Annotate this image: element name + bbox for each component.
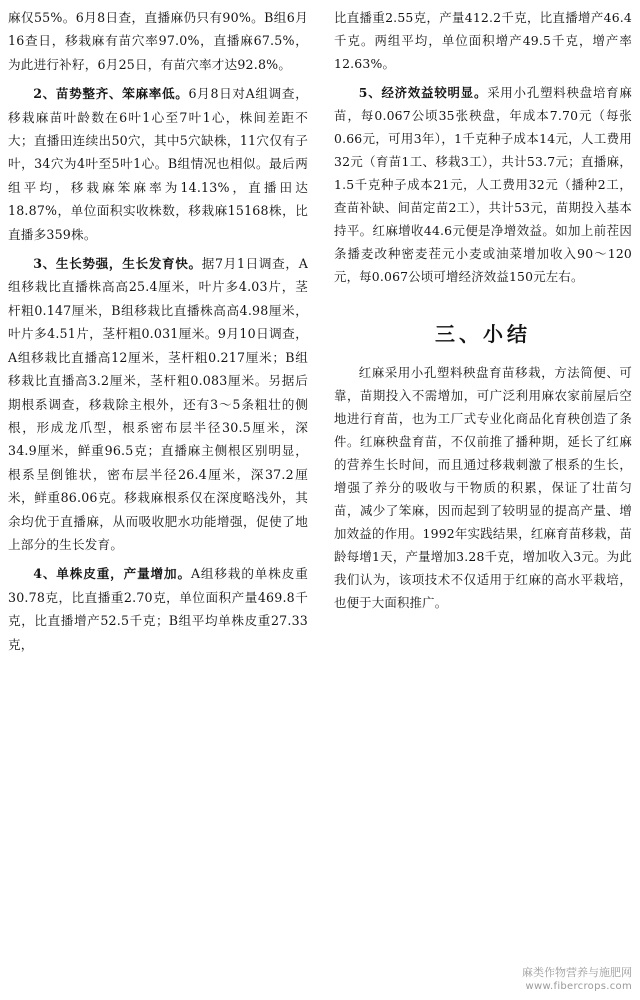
paragraph-growth-vigor xyxy=(8,252,308,556)
paragraph-seedling-rate: 麻仅55%。6月8日查，直播麻仍只有90%。B组6月16查日，移栽麻有苗穴率97.0%，直播麻67.5%，为此进行补籽，6月25日，有苗穴率才达92.8%。 xyxy=(8,10,308,72)
section-title-summary: 三、小结 xyxy=(435,322,531,346)
body-uniform-seedlings: 6月8日对A组调查，移栽麻苗叶龄数在6叶1心至7叶1心，株间差距不大；直播田连续出50穴，其中5穴缺株，11穴仅有子叶，34穴为4叶至5叶1心。B组情况也相似。最后两组平均，移栽麻笨麻率为14.13%，直播田达18.87%，单位面积实收株数，移栽麻15168株，比直播多359株。 xyxy=(8,86,308,242)
body-yield-increase: A组移栽的单株皮重30.78克，比直播重2.70克，单位面积产量469.8千克，比直播增产52.5千克；B组平均单株皮重27.33克， xyxy=(8,566,308,652)
paragraph-yield-continued: 比直播重2.55克，产量412.2千克，比直播增产46.4千克。两组平均，单位面积增产49.5千克，增产率12.63%。 xyxy=(334,10,632,71)
watermark-url: www.fibercrops.com xyxy=(525,981,632,992)
body-economic-benefit: 采用小孔塑料秧盘培育麻苗，每0.067公顷35张秧盘，年成本7.70元（每张0.66元，可用3年），1千克种子成本14元，人工费用32元（育苗1工、移栽3工），共计53.7元；直播麻，1.5千克种子成本21元，人工费用32元（播种2工，查苗补缺、间苗定苗2工），共计53元，苗期投入基本持平。红麻增收44.6元便是净增效益。如加上前茬因条播麦改种密麦茬元小麦或油菜增加收入90～120元，每0.067公顷可增经济效益150元左右。 xyxy=(334,85,632,284)
heading-growth-vigor: 3、生长势强，生长发育快。 xyxy=(33,256,202,272)
heading-yield-increase: 4、单株皮重，产量增加。 xyxy=(33,566,191,582)
paragraph-uniform-seedlings xyxy=(8,82,308,246)
heading-economic-benefit: 5、经济效益较明显。 xyxy=(358,85,488,100)
paragraph-yield-increase xyxy=(8,562,308,656)
heading-uniform-seedlings: 2、苗势整齐、笨麻率低。 xyxy=(33,86,189,102)
site-watermark xyxy=(522,966,632,994)
watermark-site-name: 麻类作物营养与施肥网 xyxy=(522,966,632,979)
paragraph-economic-benefit xyxy=(334,81,632,288)
right-column xyxy=(334,6,632,614)
body-growth-vigor: 据7月1日调查，A组移栽比直播株高高25.4厘米，叶片多4.03片，茎杆粗0.147厘米，B组移栽比直播株高高4.98厘米，叶片多4.51片，茎杆粗0.031厘米。9月10日调查，A组移栽比直播高12厘米，茎杆粗0.217厘米；B组移栽比直播高3.2厘米，茎杆粗0.083厘米。另据后期根系调查，移栽除主根外，还有3～5条粗壮的侧根，形成龙爪型，根系密布层半径30.5厘米，深34.9厘米，鲜重96.5克；直播麻主侧根区别明显，根系呈倒锥状，密布层半径26.4厘米，深37.2厘米，鲜重86.06克。移栽麻根系仅在深度略浅外，其余均优于直播麻，从而吸收肥水功能增强，促使了地上部分的生长发育。 xyxy=(8,256,308,552)
left-column xyxy=(8,6,308,656)
paragraph-conclusion: 红麻采用小孔塑料秧盘育苗移栽，方法简便、可靠，苗期投入不需增加，可广泛利用麻农家前屋后空地进行育苗，也为工厂式专业化商品化育秧创造了条件。红麻秧盘育苗，不仅前推了播种期，延长了红麻的营养生长时间，而且通过移栽刺激了根系的生长，增强了养分的吸收与干物质的积累，保证了壮苗匀苗，减少了笨麻，因而起到了较明显的提高产量、增加效益的作用。1992年实践结果，红麻育苗移栽，苗龄每增1天，产量增加3.28千克，增加收入3元。为此我们认为，该项技术不仅适用于红麻的高水平栽培，也便于大面积推广。 xyxy=(334,365,632,610)
